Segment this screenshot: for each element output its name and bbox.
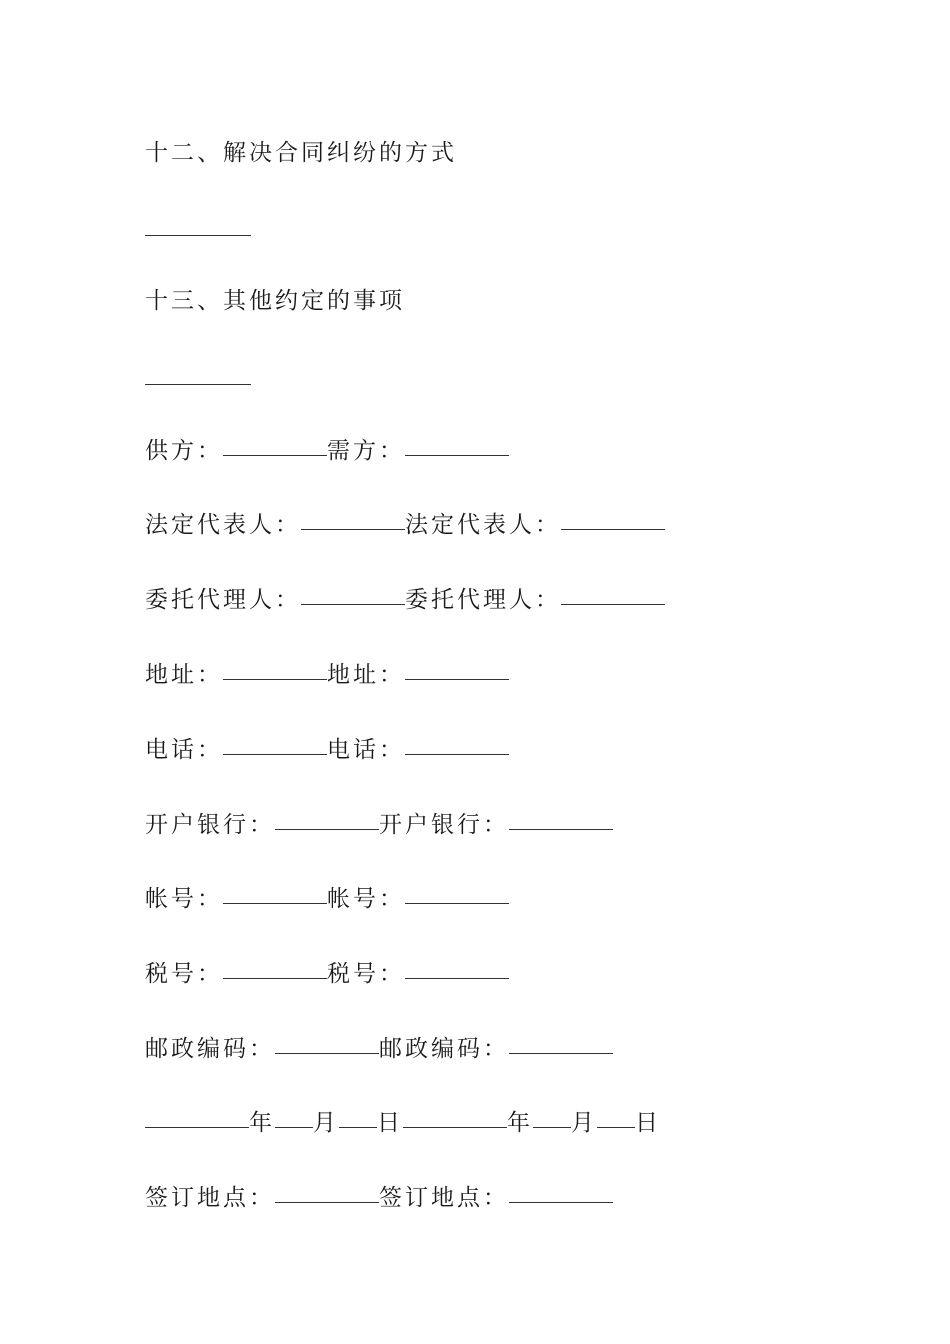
month-label-supplier: 月 bbox=[313, 1110, 339, 1136]
bank-blank-supplier bbox=[275, 829, 379, 830]
agent-label-buyer: 委托代理人： bbox=[405, 587, 561, 613]
day-label-buyer: 日 bbox=[635, 1110, 661, 1136]
bank-label-supplier: 开户银行： bbox=[145, 812, 275, 838]
bank-label-buyer: 开户银行： bbox=[379, 812, 509, 838]
month-label-buyer: 月 bbox=[571, 1110, 597, 1136]
account-blank-buyer bbox=[405, 903, 509, 904]
day-blank-supplier bbox=[339, 1127, 377, 1128]
account-row bbox=[145, 884, 509, 914]
postcode-row bbox=[145, 1034, 613, 1064]
tax-label-supplier: 税号： bbox=[145, 961, 223, 987]
year-label-supplier: 年 bbox=[249, 1110, 275, 1136]
account-blank-supplier bbox=[223, 903, 327, 904]
postcode-label-supplier: 邮政编码： bbox=[145, 1036, 275, 1062]
place-blank-buyer bbox=[509, 1202, 613, 1203]
section-13-blank bbox=[145, 384, 251, 385]
supplier-blank bbox=[223, 455, 327, 456]
agent-row bbox=[145, 585, 665, 615]
account-label-supplier: 帐号： bbox=[145, 886, 223, 912]
legal-rep-label-supplier: 法定代表人： bbox=[145, 512, 301, 538]
section-12-heading bbox=[145, 138, 457, 168]
legal-rep-label-buyer: 法定代表人： bbox=[405, 512, 561, 538]
phone-label-buyer: 电话： bbox=[327, 737, 405, 763]
year-label-buyer: 年 bbox=[507, 1110, 533, 1136]
place-row bbox=[145, 1183, 613, 1213]
year-blank-supplier bbox=[145, 1127, 249, 1128]
tax-blank-supplier bbox=[223, 978, 327, 979]
day-label-supplier: 日 bbox=[377, 1110, 403, 1136]
section-13-heading bbox=[145, 286, 405, 316]
section-13-heading-text: 十三、其他约定的事项 bbox=[145, 288, 405, 314]
phone-blank-supplier bbox=[223, 754, 327, 755]
agent-blank-supplier bbox=[301, 604, 405, 605]
agent-blank-buyer bbox=[561, 604, 665, 605]
agent-label-supplier: 委托代理人： bbox=[145, 587, 301, 613]
phone-label-supplier: 电话： bbox=[145, 737, 223, 763]
buyer-label: 需方： bbox=[327, 438, 405, 464]
tax-label-buyer: 税号： bbox=[327, 961, 405, 987]
address-label-supplier: 地址： bbox=[145, 662, 223, 688]
tax-blank-buyer bbox=[405, 978, 509, 979]
supplier-label: 供方： bbox=[145, 438, 223, 464]
place-label-supplier: 签订地点： bbox=[145, 1185, 275, 1211]
postcode-label-buyer: 邮政编码： bbox=[379, 1036, 509, 1062]
place-blank-supplier bbox=[275, 1202, 379, 1203]
legal-rep-row bbox=[145, 510, 665, 540]
year-blank-buyer bbox=[403, 1127, 507, 1128]
date-row bbox=[145, 1108, 661, 1138]
postcode-blank-buyer bbox=[509, 1053, 613, 1054]
section-12-blank bbox=[145, 235, 251, 236]
legal-rep-blank-buyer bbox=[561, 529, 665, 530]
bank-blank-buyer bbox=[509, 829, 613, 830]
address-row bbox=[145, 660, 509, 690]
party-row bbox=[145, 436, 509, 466]
phone-blank-buyer bbox=[405, 754, 509, 755]
bank-row bbox=[145, 810, 613, 840]
month-blank-buyer bbox=[533, 1127, 571, 1128]
postcode-blank-supplier bbox=[275, 1053, 379, 1054]
address-blank-supplier bbox=[223, 679, 327, 680]
day-blank-buyer bbox=[597, 1127, 635, 1128]
account-label-buyer: 帐号： bbox=[327, 886, 405, 912]
address-blank-buyer bbox=[405, 679, 509, 680]
section-12-heading-text: 十二、解决合同纠纷的方式 bbox=[145, 140, 457, 166]
buyer-blank bbox=[405, 455, 509, 456]
month-blank-supplier bbox=[275, 1127, 313, 1128]
address-label-buyer: 地址： bbox=[327, 662, 405, 688]
tax-row bbox=[145, 959, 509, 989]
place-label-buyer: 签订地点： bbox=[379, 1185, 509, 1211]
phone-row bbox=[145, 735, 509, 765]
legal-rep-blank-supplier bbox=[301, 529, 405, 530]
